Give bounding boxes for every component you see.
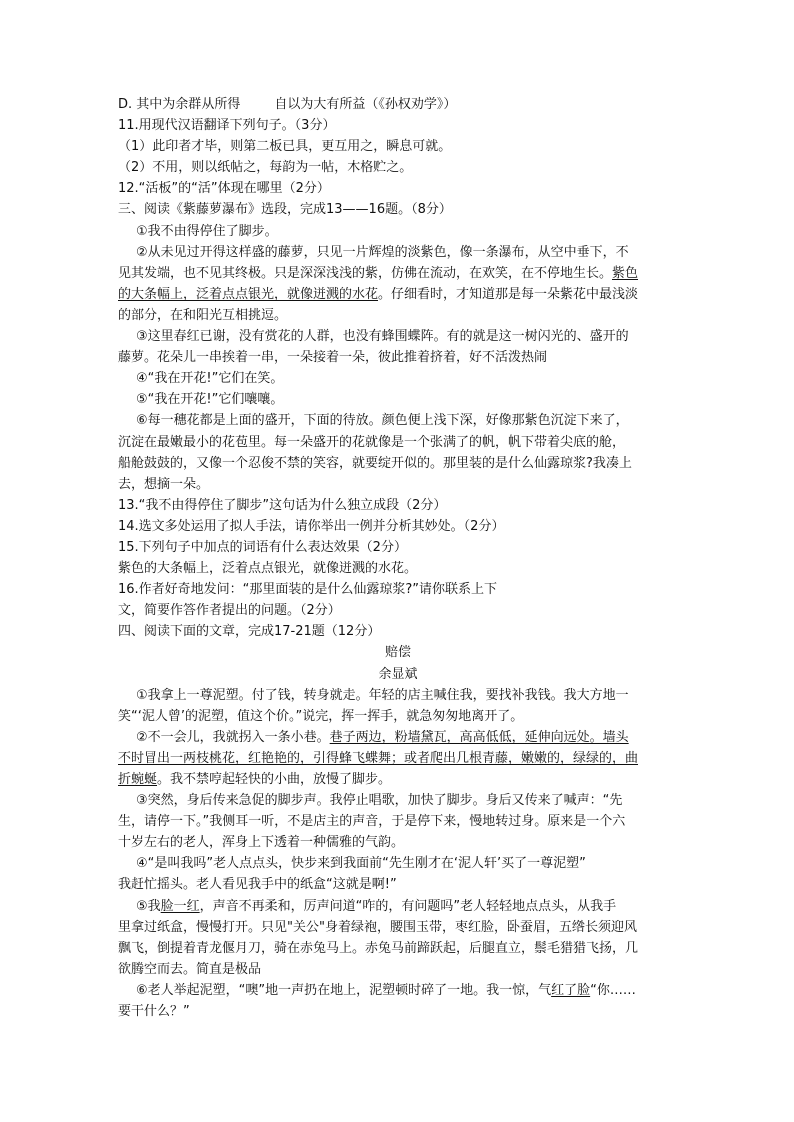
option-text: 自 [274,97,288,112]
paragraph-line: 十岁左右的老人，浑身上下透着一种儒雅的气韵。 [118,835,405,851]
paragraph-line: ⑥每一穗花都是上面的盛开，下面的待放。颜色便上浅下深，好像那紫色沉淀下来了， [136,413,629,429]
underlined-text: 紫色 [612,265,639,281]
underlined-text: 的大条幅上，泛着点点银光，就像迸溅的水花 [118,286,379,302]
question-13: 13.“我不由得停住了脚步”这句话为什么独立成段（2分） [118,497,447,513]
paragraph-line [118,896,678,917]
text-span: ⑥老人举起泥塑，“噢”地一声扔在地上，泥塑顿时碎了一地。我一惊，气 [136,982,552,998]
paragraph-line [118,748,678,769]
section-4-heading: 四、阅读下面的文章，完成17-21题（12分） [118,624,381,640]
article-title: 赔偿 [384,645,411,661]
text-span: 。仔细看时，才知道那是每一朵紫花中最浅淡 [378,286,639,302]
paragraph-line: ③突然，身后传来急促的脚步声。我停止唱歌，加快了脚步。身后又传来了喊声：“先 [136,793,623,809]
paragraph-line [118,980,678,1001]
question-12: 12.“活板”的“活”体现在哪里（2分） [118,181,330,197]
paragraph-line: 的部分，在和阳光互相挑逗。 [118,307,288,323]
option-text: 大有所益（《孙权劝学》） [313,97,457,112]
underlined-text: 不时冒出一两枝桃花，红艳艳的，引得蜂飞蝶舞；或者爬出几根青藤，嫩嫩的，绿绿的，曲 [118,750,639,766]
paragraph-line: ④“我在开花!”它们在笑。 [136,371,284,387]
paragraph-line: ④“是叫我吗”老人点点头，快步来到我面前“先生刚才在‘泥人轩’买了一尊泥塑” [136,856,586,872]
paragraph-line: 船舱鼓鼓的，又像一个忍俊不禁的笑容，就要绽开似的。那里装的是什么仙露琼浆?我凑上 [118,455,632,471]
question-11-sentence-1: （1）此印者才毕，则第二板已具，更互用之，瞬息可就。 [118,139,452,155]
paragraph-line: ①我不由得停住了脚步。 [136,223,278,239]
paragraph-line: 要干什么？” [118,1004,190,1020]
question-11-sentence-2: （2）不用，则以纸帖之，每韵为一帖，木格贮之。 [118,160,413,176]
question-d-option [118,94,678,115]
question-15-sentence [118,558,678,579]
option-text: 其中为余群 [136,97,202,112]
section-3-heading: 三、阅读《紫藤萝瀑布》选段，完成13——16题。（8分） [118,202,452,218]
paragraph-line: ②从未见过开得这样盛的藤萝，只见一片辉煌的淡紫色，像一条瀑布，从空中垂下，不 [136,244,629,260]
question-16-cont: 文，简要作答作者提出的问题。（2分） [118,603,341,619]
text-span: “你…… [590,982,636,998]
text-span: 的水花。 [365,561,418,577]
exam-page [118,94,678,1022]
paragraph-line: 欲腾空而去。简直是极品 [118,961,262,977]
underlined-text: 折蜿蜒 [118,772,158,787]
underlined-text: 巷子两边，粉墙黛瓦，高高低低，延伸向远处。墙头 [329,729,629,745]
article-author: 余显斌 [378,666,418,682]
underlined-text: 红了脸 [551,982,591,998]
option-label: D. [118,97,133,112]
text-span: 紫色的大条幅上，泛着点点银光，就像 [118,561,340,577]
dotted-word: 从 [201,94,214,115]
question-16: 16.作者好奇地发问：“那里面装的是什么仙露琼浆?”请你联系上下 [118,582,498,598]
paragraph-line [118,727,678,748]
paragraph-line: 里拿过纸盒，慢慢打开。只见"关公"身着绿袍，腰围玉带，枣红脸，卧蚕眉，五绺长须迎风 [118,919,637,935]
text-span: ②不一会儿，我就拐入一条小巷。 [136,729,330,745]
paragraph-line: 去，想摘一朵。 [118,476,210,492]
underlined-text: 脸一红 [160,898,200,914]
text-span: ⑤我 [136,898,161,914]
question-11-stem: 11.用现代汉语翻译下列句子。（3分） [118,118,336,134]
question-14: 14.选文多处运用了拟人手法，请你举出一例并分析其妙处。（2分） [118,518,505,534]
dotted-word: 以为 [287,94,313,115]
paragraph-line: 笑“‘泥人曾’的泥塑，值这个价。”说完，挥一挥手，就急匆匆地离开了。 [118,708,524,724]
dotted-word: 迸溅 [339,558,365,579]
paragraph-line: 飘飞，倒提着青龙偃月刀，骑在赤兔马上。赤兔马前蹄跃起，后腿直立，鬃毛猎猎飞扬，几 [118,940,639,956]
paragraph-line: 藤萝。花朵儿一串挨着一串，一朵接着一朵，彼此推着挤着，好不活泼热闹 [118,350,548,366]
paragraph-line: 沉淀在最嫩最小的花苞里。每一朵盛开的花就像是一个张满了的帆，帆下带着尖底的舱， [118,434,626,450]
paragraph-line: 我赶忙摇头。老人看见我手中的纸盒“这就是啊!” [118,877,397,893]
paragraph-line [118,769,678,790]
paragraph-line: 生，请停一下。”我侧耳一听，不是店主的声音，于是停下来，慢地转过身。原来是一个六 [118,814,626,830]
paragraph-line: ⑤“我在开花!”它们嚷嚷。 [136,392,284,408]
paragraph-line [118,263,678,284]
text-span: ，声音不再柔和，厉声问道“咋的，有问题吗”老人轻轻地点点头，从我手 [199,898,617,914]
paragraph-line: ①我拿上一尊泥塑。付了钱，转身就走。年轻的店主喊住我，要找补我钱。我大方地一 [136,687,629,703]
option-text: 所得 [214,97,241,112]
text-span: 。我不禁哼起轻快的小曲，放慢了脚步。 [157,772,392,787]
paragraph-line: ③这里春红已谢，没有赏花的人群，也没有蜂围蝶阵。有的就是这一树闪光的、盛开的 [136,329,629,345]
question-15: 15.下列句子中加点的词语有什么表达效果（2分） [118,539,407,555]
paragraph-line [118,284,678,305]
text-span: 见其发端，也不见其终极。只是深深浅浅的紫，仿佛在流动，在欢笑，在不停地生长。 [118,265,613,281]
